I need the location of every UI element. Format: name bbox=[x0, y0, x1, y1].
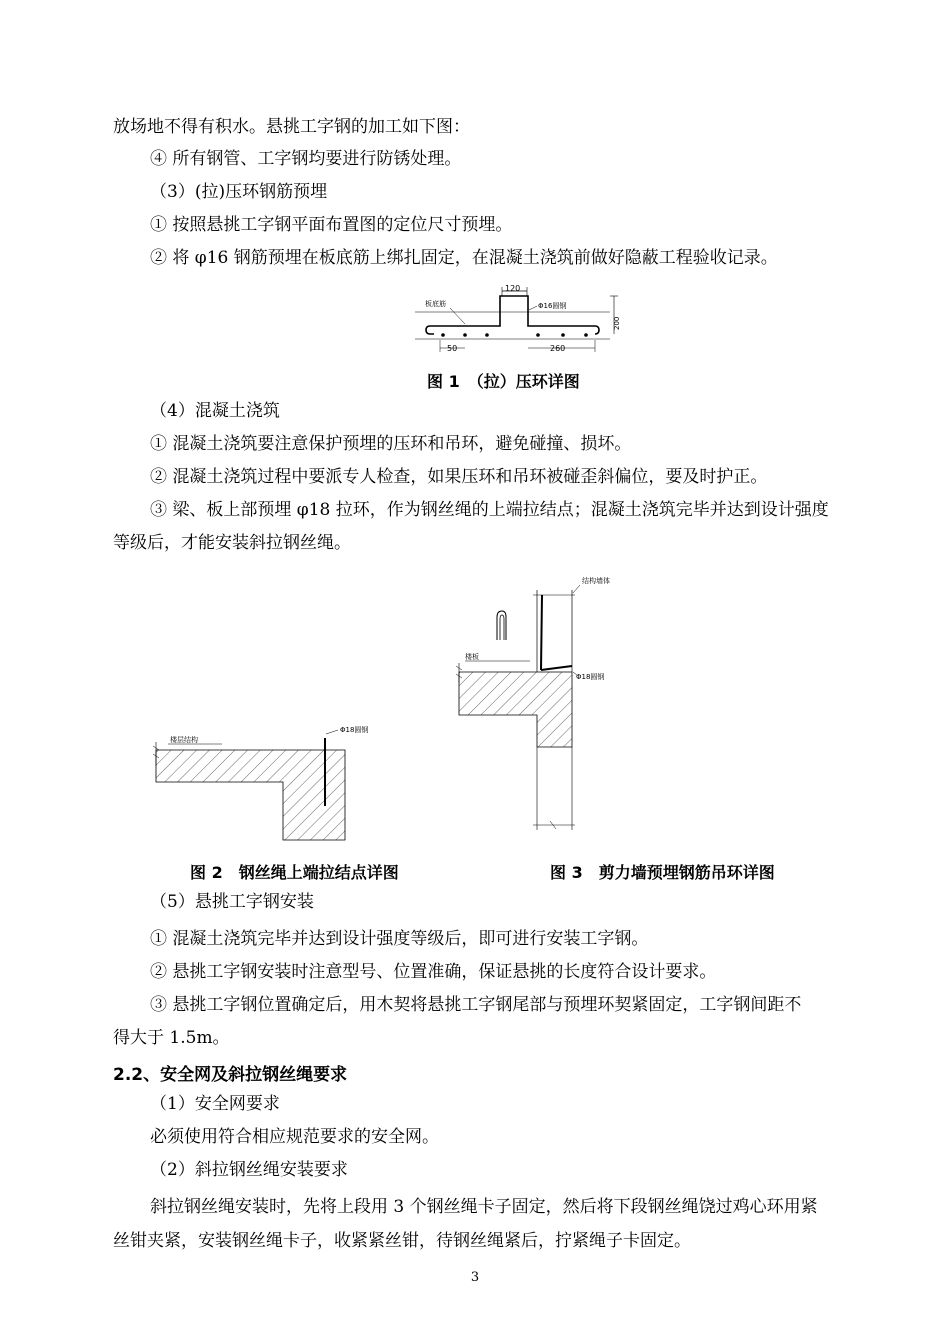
page-number: 3 bbox=[470, 1270, 480, 1285]
label-phi16-bar: Φ16圆钢 bbox=[538, 302, 567, 310]
paragraph-line: 得大于 1.5m。 bbox=[113, 1028, 230, 1048]
subheading: （3）(拉)压环钢筋预埋 bbox=[150, 182, 328, 202]
paragraph-line: ④ 所有钢管、工字钢均要进行防锈处理。 bbox=[150, 149, 462, 169]
paragraph-line: ② 混凝土浇筑过程中要派专人检查，如果压环和吊环被碰歪斜偏位，要及时护正。 bbox=[150, 467, 768, 487]
section-heading: 2.2、安全网及斜拉钢丝绳要求 bbox=[113, 1065, 348, 1085]
figure-1-caption: 图 1 （拉）压环详图 bbox=[427, 372, 580, 391]
paragraph-line: ① 按照悬挑工字钢平面布置图的定位尺寸预埋。 bbox=[150, 215, 513, 235]
paragraph-line: 丝钳夹紧，安装钢丝绳卡子，收紧紧丝钳，待钢丝绳紧后，拧紧绳子卡固定。 bbox=[113, 1231, 691, 1251]
figure-1-drawing bbox=[410, 282, 630, 357]
label-slab: 楼板 bbox=[465, 653, 479, 661]
paragraph-line: 等级后，才能安装斜拉钢丝绳。 bbox=[113, 533, 351, 553]
dim-top-label: 120 bbox=[505, 284, 521, 293]
subheading: （4）混凝土浇筑 bbox=[150, 401, 280, 421]
paragraph-line: ② 悬挑工字钢安装时注意型号、位置准确，保证悬挑的长度符合设计要求。 bbox=[150, 962, 717, 982]
paragraph-line: 必须使用符合相应规范要求的安全网。 bbox=[150, 1127, 439, 1147]
label-bottom-rebar: 板底筋 bbox=[425, 300, 446, 308]
paragraph-line: ③ 梁、板上部预埋 φ18 拉环，作为钢丝绳的上端拉结点；混凝土浇筑完毕并达到设计强度 bbox=[150, 500, 829, 520]
subheading: （2）斜拉钢丝绳安装要求 bbox=[150, 1160, 348, 1180]
figure-2-caption: 图 2 钢丝绳上端拉结点详图 bbox=[190, 863, 399, 882]
dim-left-label: 50 bbox=[447, 344, 458, 353]
subheading: （5）悬挑工字钢安装 bbox=[150, 892, 314, 912]
label-structural-wall: 结构墙体 bbox=[582, 577, 610, 585]
dim-bottom-label: 260 bbox=[550, 344, 566, 353]
paragraph-line: ① 混凝土浇筑要注意保护预埋的压环和吊环，避免碰撞、损坏。 bbox=[150, 434, 632, 454]
label-phi18-bar: Φ18圆钢 bbox=[340, 726, 369, 734]
label-phi18-bar: Φ18圆钢 bbox=[576, 673, 605, 681]
figure-2-drawing bbox=[150, 720, 390, 845]
paragraph-line: ③ 悬挑工字钢位置确定后，用木契将悬挑工字钢尾部与预埋环契紧固定，工字钢间距不 bbox=[150, 995, 802, 1015]
paragraph-line: ① 混凝土浇筑完毕并达到设计强度等级后，即可进行安装工字钢。 bbox=[150, 929, 649, 949]
subheading: （1）安全网要求 bbox=[150, 1094, 280, 1114]
paragraph-line: 斜拉钢丝绳安装时，先将上段用 3 个钢丝绳卡子固定，然后将下段钢丝绳饶过鸡心环用紧 bbox=[150, 1197, 818, 1217]
figure-3-drawing bbox=[455, 575, 645, 835]
paragraph-line: ② 将 φ16 钢筋预埋在板底筋上绑扎固定，在混凝土浇筑前做好隐蔽工程验收记录。 bbox=[150, 248, 778, 268]
figure-3-caption: 图 3 剪力墙预埋钢筋吊环详图 bbox=[550, 863, 775, 882]
label-floor-structure: 楼层结构 bbox=[170, 736, 198, 744]
paragraph-line: 放场地不得有积水。悬挑工字钢的加工如下图： bbox=[113, 117, 470, 137]
dim-right-label: 200 bbox=[613, 316, 621, 330]
